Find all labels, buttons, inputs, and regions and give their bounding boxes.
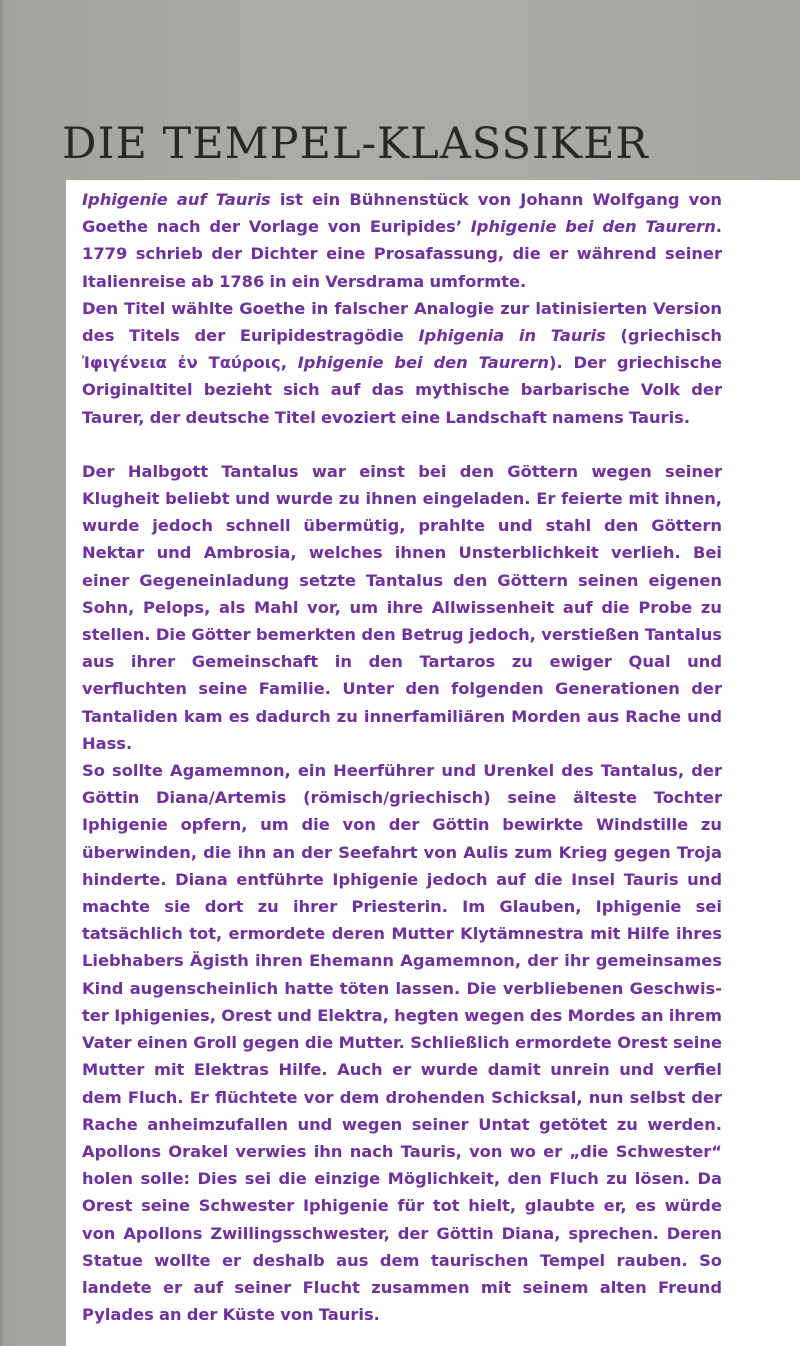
page-edge bbox=[0, 0, 6, 1346]
text-content bbox=[82, 186, 722, 1328]
text-panel bbox=[66, 180, 800, 1346]
latin-title: Iphigenia in Tauris bbox=[418, 326, 606, 346]
paragraph-tantalus: Der Halbgott Tantalus war einst bei den Göttern wegen seiner Klugheit beliebt und wurde zu ihnen eingeladen. Er feierte mit ihnen, wurde jedoch schnell übermütig, prahlte und stahl den Göttern Nektar und Ambrosia, welches ihnen Unsterblichkeit verlieh. Bei einer Gegeneinladung setzte Tantalus den Göttern seinen eigenen Sohn, Pelops, als Mahl vor, um ihre Allwissenheit auf die Probe zu stellen. Die Götter bemerkten den Betrug jedoch, verstießen Tantalus aus ihrer Gemeinschaft in den Tartaros zu ewiger Qual und verfluchten seine Familie. Unter den folgenden Generationen der Tantaliden kam es dadurch zu innerfamiliären Morden aus Rache und Hass. bbox=[82, 461, 722, 753]
title-origin-text-2: (griechisch Ἰφιγένεια ἐν Ταύροις, bbox=[82, 326, 722, 373]
paragraph-title-origin bbox=[82, 295, 722, 431]
german-title: Iphigenie bei den Taurern bbox=[297, 353, 550, 373]
intro-text-1: ist ein Bühnenstück von Johann Wolfgang von Goethe nach der Vorlage von Euripides’ bbox=[82, 190, 723, 237]
work-title: Iphigenie auf Tauris bbox=[82, 190, 271, 209]
source-title: Iphigenie bei den Taurern bbox=[470, 217, 716, 237]
series-title: DIE TEMPEL-KLASSIKER bbox=[62, 119, 649, 169]
paragraph-intro bbox=[82, 186, 722, 295]
title-origin-text-3: ). Der griechische Originaltitel bezieht sich auf das mythische barbarische Volk der Taurer, der deutsche Titel evoziert eine Landschaft namens Tauris. bbox=[82, 353, 723, 427]
paragraph-agamemnon: So sollte Agamemnon, ein Heerführer und Urenkel des Tantalus, der Göttin Diana/Artemis (römisch/griechisch) seine älteste Tochter Iphigenie opfern, um die von der Göttin bewirkte Windstille zu überwinden, die ihn an der Seefahrt von Aulis zum Krieg gegen Troja hinderte. Diana entführte Iphigenie jedoch auf die Insel Tauris und machte sie dort zu ihrer Priesterin. Im Glauben, Iphigenie sei tatsächlich tot, ermordete deren Mutter Klytämnestra mit Hilfe ihres Liebhabers Ägisth ihren Ehemann Agamemnon, der ihr gemeinsames Kind augenscheinlich hatte töten lassen. Die verbliebenen Geschwister Iphigenies, Orest und Elektra, hegten wegen des Mordes an ihrem Vater einen Groll gegen die Mutter. Schließlich ermordete Orest seine Mutter mit Elektras Hilfe. Auch er wurde damit unrein und verfiel dem Fluch. Er flüchtete vor dem drohenden Schicksal, nun selbst der Rache anheimzufallen und wegen seiner Untat getötet zu werden. Apollons Orakel verwies ihn nach Tauris, von wo er „die Schwester“ holen solle: Dies sei die einzige Möglichkeit, den Fluch zu lösen. Da Orest seine Schwester Iphigenie für tot hielt, glaubte er, es würde von Apollons Zwillingsschwester, der Göttin Diana, sprechen. Deren Statue wollte er deshalb aus dem taurischen Tempel rauben. So landete er auf seiner Flucht zusammen mit seinem alten Freund Pylades an der Küste von Tauris. bbox=[82, 761, 722, 1325]
intro-text-2: . 1779 schrieb der Dichter eine Prosafassung, die er während seiner Italienreise ab 1786 in ein Versdrama umformte. bbox=[82, 217, 722, 291]
title-origin-text-1: Den Titel wählte Goethe in falscher Analogie zur latinisierten Version des Titels der Euripidestragödie bbox=[82, 298, 722, 346]
